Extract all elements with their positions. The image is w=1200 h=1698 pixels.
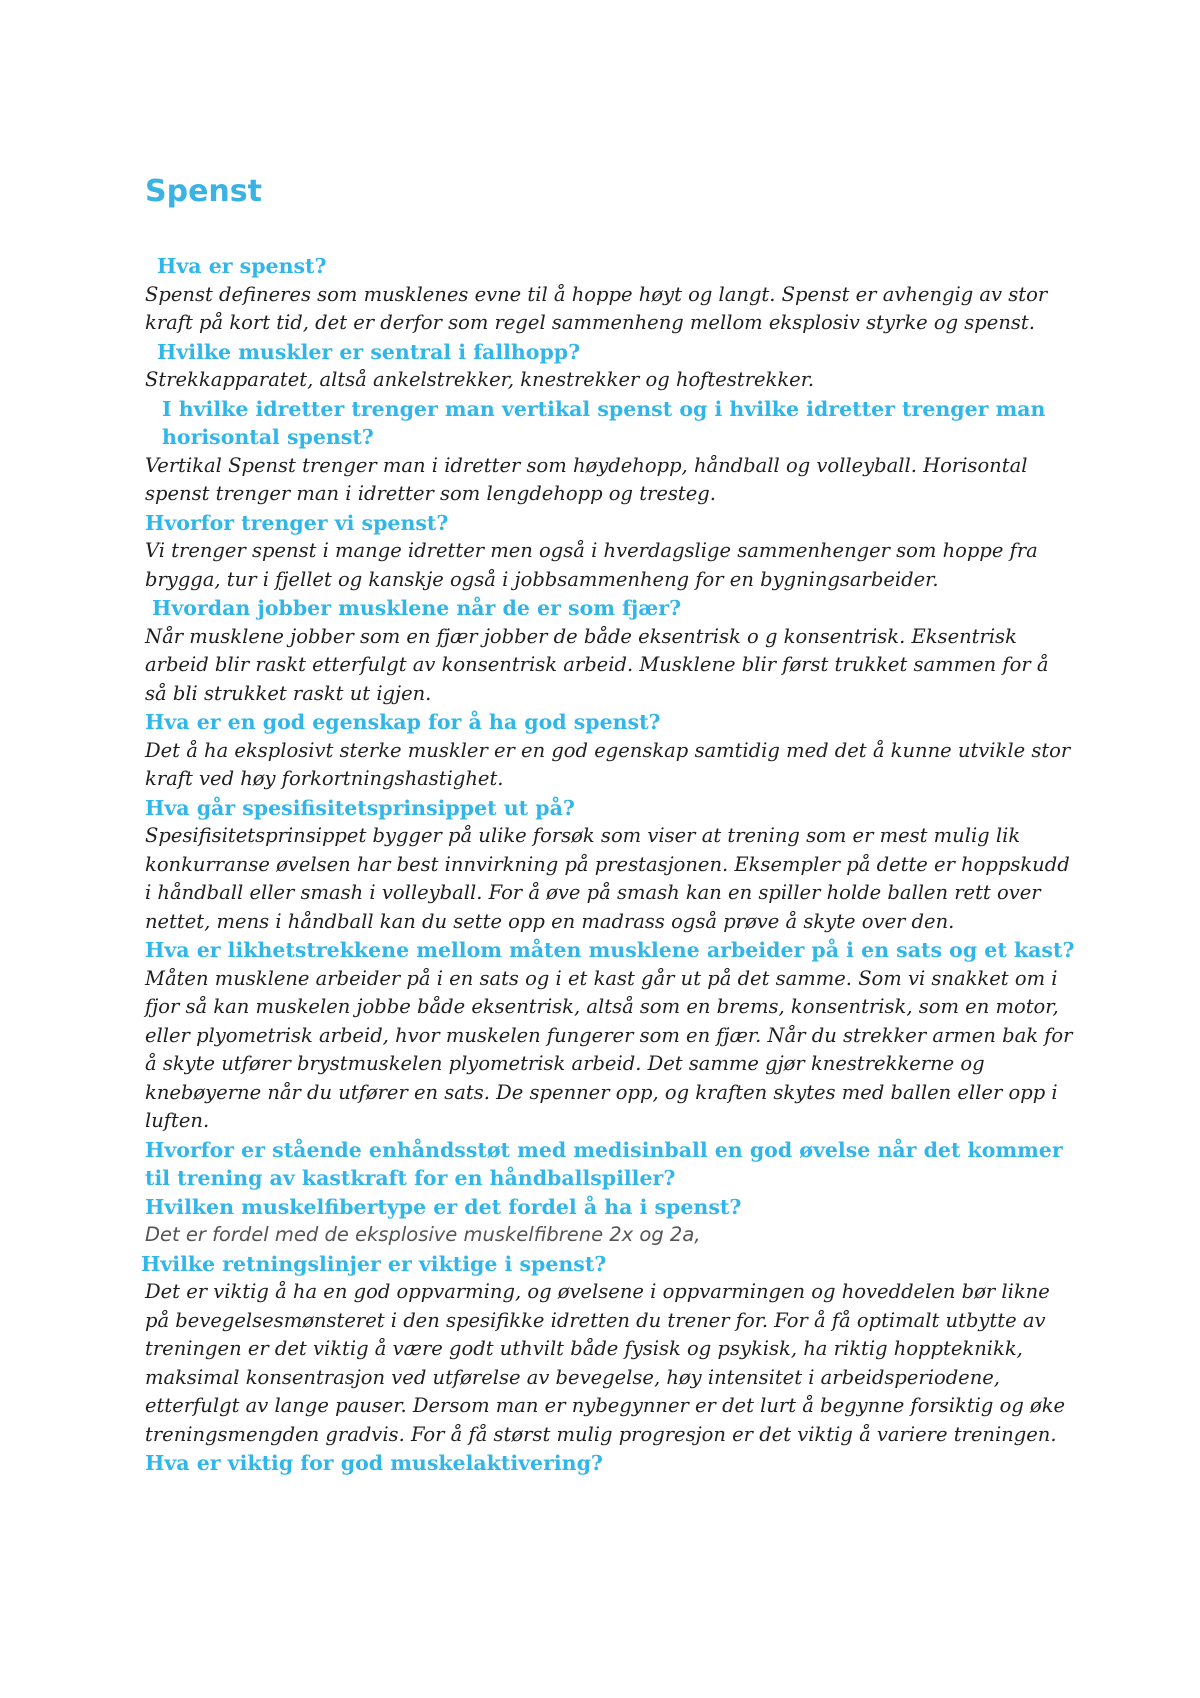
- answer-text: Strekkapparatet, altså ankelstrekker, knestrekker og hoftestrekker.: [145, 368, 815, 391]
- question-heading: Hvordan jobber musklene når de er som fjær?: [152, 596, 682, 620]
- answer-text: Vertikal Spenst trenger man i idretter som høydehopp, håndball og volleyball. Horisontal spenst trenger man i idretter som lengdehopp og tresteg.: [145, 453, 1028, 505]
- answer-text: Spenst defineres som musklenes evne til å hoppe høyt og langt. Spenst er avhengig av stor kraft på kort tid, det er derfor som regel sammenheng mellom eksplosiv styrke og spenst.: [145, 282, 1048, 334]
- answer-text: Det å ha eksplosivt sterke muskler er en god egenskap samtidig med det å kunne utvikle stor kraft ved høy forkortningshastighet.: [145, 738, 1071, 790]
- question-heading: Hvilken muskelfibertype er det fordel å ha i spenst?: [145, 1194, 742, 1219]
- answer-text: Vi trenger spenst i mange idretter men også i hverdagslige sammenhenger som hoppe fra brygga, tur i fjellet og kanskje også i jobbsammenheng for en bygningsarbeider.: [145, 539, 1038, 591]
- question-heading-text: I hvilke idretter trenger man vertikal spenst og i hvilke idretter trenger man horisontal spenst?: [162, 396, 1046, 449]
- question-heading: Hvorfor trenger vi spenst?: [145, 510, 449, 535]
- question-heading: Hva går spesifisitetsprinsippet ut på?: [145, 795, 575, 820]
- question-heading: Hvorfor er stående enhåndsstøt med medisinball en god øvelse når det kommer til trening av kastkraft for en håndballspiller?: [145, 1137, 1063, 1190]
- question-heading: Hvilke retningslinjer er viktige i spenst?: [141, 1251, 607, 1276]
- answer-text: Spesifisitetsprinsippet bygger på ulike forsøk som viser at trening som er mest mulig lik konkurranse øvelsen har best innvirkning på prestasjonen. Eksempler på dette er hoppskudd i håndball eller smash i volleyball. For å øve på smash kan en spiller holde ballen rett over nettet, mens i håndball kan du sette opp en madrass også prøve å skyte over den.: [145, 824, 1070, 933]
- answer-text: Det er viktig å ha en god oppvarming, og øvelsene i oppvarmingen og hoveddelen bør likne på bevegelsesmønsteret i den spesifikke idretten du trener for. For å få optimalt utbytte av treningen er det viktig å være godt uthvilt både fysisk og psykisk, ha riktig hoppteknikk, maksimal konsentrasjon ved utførelse av bevegelse, høy intensitet i arbeidsperiodene, etterfulgt av lange pauser. Dersom man er nybegynner er det lurt å begynne forsiktig og øke treningsmengden gradvis. For å få størst mulig progresjon er det viktig å variere treningen.: [145, 1280, 1066, 1446]
- answer-text: Når musklene jobber som en fjær jobber de både eksentrisk o g konsentrisk. Eksentrisk arbeid blir raskt etterfulgt av konsentrisk arbeid. Musklene blir først trukket sammen for å så bli strukket raskt ut igjen.: [145, 624, 1049, 705]
- question-heading: Hva er en god egenskap for å ha god spenst?: [145, 710, 661, 734]
- question-heading: Hva er likhetstrekkene mellom måten musklene arbeider på i en sats og et kast?: [145, 938, 1075, 962]
- document-page: [141, 170, 1075, 1478]
- question-heading: Hva er viktig for god muskelaktivering?: [145, 1451, 603, 1475]
- question-heading: Hvilke muskler er sentral i fallhopp?: [157, 339, 581, 364]
- question-heading: [145, 395, 1075, 452]
- answer-text: Måten musklene arbeider på i en sats og i et kast går ut på det samme. Som vi snakket om i fjor så kan muskelen jobbe både eksentrisk, altså som en brems, konsentrisk, som en motor, eller plyometrisk arbeid, hvor muskelen fungerer som en fjær. Når du strekker armen bak for å skyte utfører brystmuskelen plyometrisk arbeid. Det samme gjør knestrekkerne og knebøyerne når du utfører en sats. De spenner opp, og kraften skytes med ballen eller opp i luften.: [145, 966, 1073, 1132]
- question-heading: Hva er spenst?: [157, 254, 327, 278]
- page-title: Spenst: [145, 174, 262, 209]
- answer-text: Det er fordel med de eksplosive muskelfibrene 2x og 2a,: [145, 1223, 701, 1246]
